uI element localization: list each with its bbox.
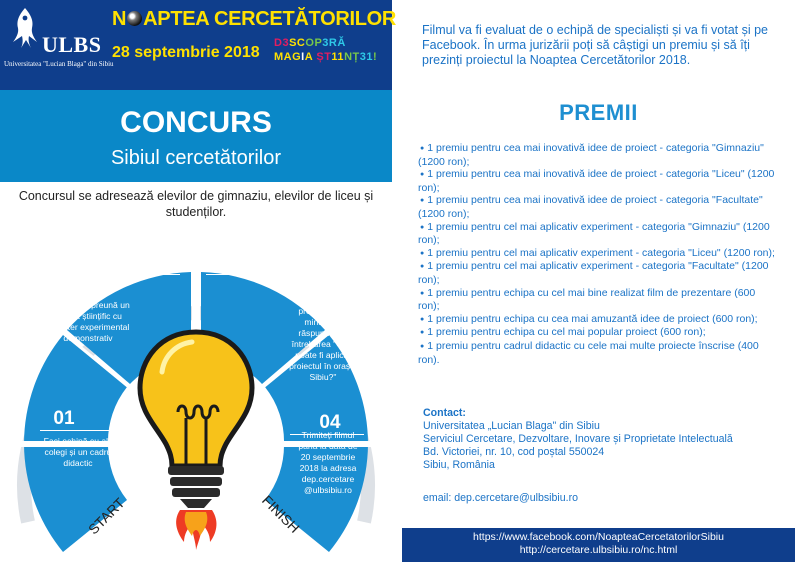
prize-list [418,142,778,366]
tagline-char: Ș [316,51,325,63]
tagline-char: N [344,51,353,63]
step-03-underline [206,274,310,275]
tagline-char: 3 [322,37,329,49]
prize-text: 1 premiu pentru cadrul didactic cu cele mai multe proiecte înscrise (400 ron). [418,339,759,366]
step-02-text: Realizați împreună un proiect științific cu caracter experimental demonstrativ [46,300,130,343]
bullet-icon: ● [420,249,425,257]
ulbs-logo-icon [10,6,40,50]
contact-email[interactable]: email: dep.cercetare@ulbsibiu.ro [423,492,579,504]
tagline-char: T [324,51,332,63]
step-01-underline [40,430,112,431]
prize-item [418,168,778,194]
logo-subtitle: Universitatea "Lucian Blaga" din Sibiu [4,60,114,68]
left-panel [0,0,397,562]
prize-item [418,287,778,313]
tagline-char: I [301,51,305,63]
header [0,0,397,90]
tagline-char: O [305,37,315,49]
finish-label: FINISH [259,492,303,536]
tagline-char: 3 [359,51,367,63]
steps-wheel [0,222,392,562]
prize-text: 1 premiu pentru echipa cu cel mai popular proiect (600 ron); [427,326,706,339]
contest-band [0,90,392,182]
prize-item [418,142,778,168]
bullet-icon: ● [420,223,425,231]
tagline-char: Ă [337,37,346,49]
step-03-number: 03 [229,252,251,273]
prize-text: 1 premiu pentru cel mai aplicativ experiment - categoria "Facultate" (1200 ron); [418,260,769,286]
prize-item [418,221,778,247]
tagline-char: A [304,51,313,63]
bullet-icon: ● [420,145,425,152]
moon-icon [127,11,142,26]
event-title-start: N [112,8,127,30]
bullet-icon: ● [420,342,425,350]
contact-line: Universitatea „Lucian Blaga" din Sibiu [423,420,600,432]
prize-text: 1 premiu pentru cel mai aplicativ experiment - categoria "Liceu" (1200 ron); [427,246,775,259]
bullet-icon: ● [420,315,425,323]
tagline-char: D [274,37,283,49]
bullet-icon: ● [420,171,425,179]
prize-item [418,340,778,366]
evaluation-intro: Filmul va fi evaluat de o echipă de specialiști și va fi votat și pe Facebook. În urma jurizării poți să câștigi un premiu și să îți prezinți proiectul la Noaptea Cercetătorilor 2018. [422,23,769,67]
bullet-icon: ● [420,197,425,205]
prize-text: 1 premiu pentru echipa cu cea mai amuzantă idee de proiect (600 ron); [427,312,758,325]
step-01-number: 01 [53,408,75,429]
prize-item [418,326,778,340]
tagline-char: MAG [274,51,302,63]
step-04-text: Trimiteți filmul până la data de 20 septembrie 2018 la adresa dep.cercetare @ulbsibiu.ro [298,430,358,495]
contact-heading: Contact: [423,407,466,419]
bullet-icon: ● [420,329,425,337]
tagline-char: Ț [352,51,360,63]
bullet-icon: ● [420,289,425,297]
step-04-number: 04 [319,412,341,433]
prize-item [418,247,778,261]
tagline-char: ! [373,51,378,63]
contest-intro: Concursul se adresează elevilor de gimnaziu, elevilor de liceu și studenților. [18,189,374,219]
tagline-char: R [328,37,338,49]
prize-item [418,194,778,220]
facebook-link[interactable]: https://www.facebook.com/NoapteaCercetatorilorSibiu [473,531,724,543]
tagline-line-1 [274,36,377,50]
prize-text: 1 premiu pentru cea mai inovativă idee de proiect - categoria "Liceu" (1200 ron); [418,168,775,194]
light-bulb-icon [140,332,252,550]
tagline-char: C [296,37,306,49]
tagline-line-2 [274,50,377,64]
tagline [274,36,377,64]
event-title-end: APTEA CERCETĂTORILOR [143,8,397,30]
tagline-char: 1 [366,51,373,63]
prize-text: 1 premiu pentru cel mai aplicativ experiment - categoria "Gimnaziu" (1200 ron); [418,220,770,247]
step-01-text: Faci echipă cu alți colegi și un cadru didactic [43,436,113,468]
bullet-icon: ● [420,263,425,271]
prize-item [418,313,778,327]
website-link[interactable]: http://cercetare.ulbsibiu.ro/nc.html [519,544,678,556]
contact-line: Bd. Victoriei, nr. 10, cod poștal 550024 [423,446,605,458]
contest-subtitle: Sibiul cercetătorilor [110,147,282,169]
prizes-title: PREMII [559,100,638,125]
prize-text: 1 premiu pentru cea mai inovativă idee de proiect - categoria "Gimnaziu" (1200 ron); [418,142,764,168]
event-date: 28 septembrie 2018 [112,44,260,61]
tagline-char: 3 [282,37,290,49]
step-02-number: 02 [117,248,139,269]
logo-text: ULBS [42,32,102,57]
prize-text: 1 premiu pentru cea mai inovativă idee de proiect - categoria "Facultate" (1200 ron); [418,194,763,220]
contact-block [423,407,793,505]
prize-item [418,260,778,286]
step-03-text: Faceți un film de prezentare a proiectului (3 minute) și răspundeți la întrebarea "Cum poate fi aplicat proiectul în orașul Sibiu?" [289,284,357,382]
step-02-underline [80,274,180,275]
event-title [112,8,396,31]
tagline-char: P [314,37,323,49]
right-panel [402,0,795,562]
contact-line: Serviciul Cercetare, Dezvoltare, Inovare și Proprietate Intelectuală [423,433,733,445]
wheel-graphic [0,222,392,562]
prize-text: 1 premiu pentru echipa cu cel mai bine realizat film de prezentare (600 ron); [418,286,756,313]
contact-line: Sibiu, România [423,459,495,471]
contest-title: CONCURS [120,106,272,139]
start-label: START [84,494,128,538]
tagline-char: S [289,37,297,49]
tagline-char: 11 [331,51,345,63]
footer [402,528,795,562]
